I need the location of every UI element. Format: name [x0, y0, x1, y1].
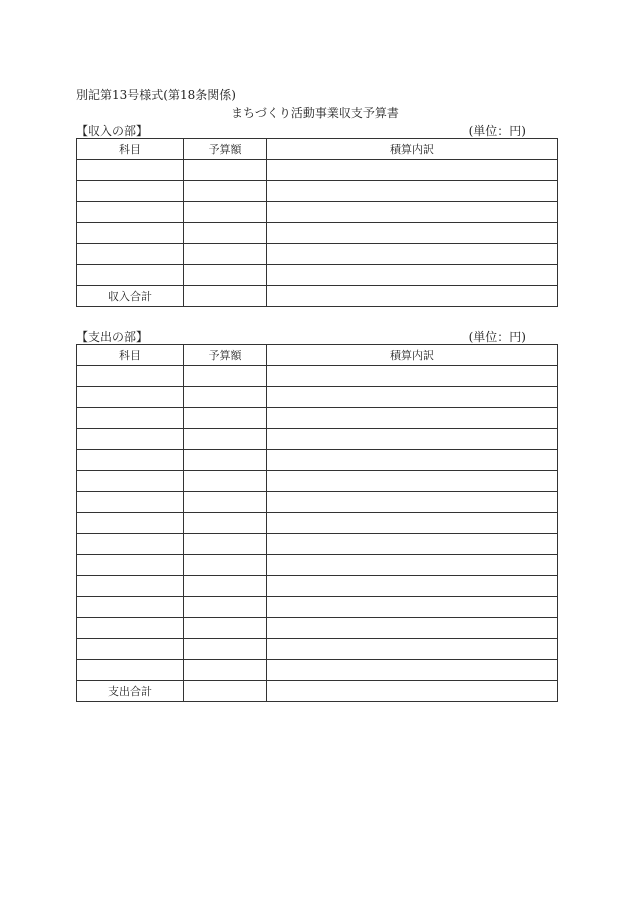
income-total-label: 収入合計 — [77, 286, 184, 307]
subject-cell[interactable] — [77, 639, 184, 660]
expense-table-row — [77, 618, 558, 639]
budget-cell[interactable] — [184, 181, 267, 202]
income-table-row — [77, 265, 558, 286]
expense-table-row — [77, 555, 558, 576]
breakdown-cell[interactable] — [267, 408, 558, 429]
subject-cell[interactable] — [77, 555, 184, 576]
budget-cell[interactable] — [184, 597, 267, 618]
expense-table-row — [77, 366, 558, 387]
subject-cell[interactable] — [77, 223, 184, 244]
budget-cell[interactable] — [184, 202, 267, 223]
subject-cell[interactable] — [77, 244, 184, 265]
budget-cell[interactable] — [184, 471, 267, 492]
breakdown-cell[interactable] — [267, 513, 558, 534]
expense-table-row — [77, 387, 558, 408]
breakdown-cell[interactable] — [267, 160, 558, 181]
expense-total-row — [77, 681, 558, 702]
column-header-budget: 予算額 — [184, 139, 267, 160]
income-section-header — [76, 122, 526, 136]
expense-table-row — [77, 597, 558, 618]
expense-header-row — [77, 345, 558, 366]
budget-cell[interactable] — [184, 660, 267, 681]
breakdown-cell[interactable] — [267, 555, 558, 576]
expense-table-row — [77, 534, 558, 555]
budget-cell[interactable] — [184, 160, 267, 181]
income-rows — [77, 160, 558, 286]
breakdown-cell[interactable] — [267, 639, 558, 660]
budget-cell[interactable] — [184, 408, 267, 429]
subject-cell[interactable] — [77, 660, 184, 681]
subject-cell[interactable] — [77, 534, 184, 555]
expense-table-row — [77, 639, 558, 660]
subject-cell[interactable] — [77, 471, 184, 492]
breakdown-cell[interactable] — [267, 265, 558, 286]
budget-cell[interactable] — [184, 265, 267, 286]
expense-total-amount[interactable] — [184, 681, 267, 702]
income-table-row — [77, 160, 558, 181]
expense-table — [76, 344, 558, 702]
expense-table-row — [77, 408, 558, 429]
expense-table-row — [77, 492, 558, 513]
budget-cell[interactable] — [184, 555, 267, 576]
subject-cell[interactable] — [77, 366, 184, 387]
expense-table-row — [77, 471, 558, 492]
budget-cell[interactable] — [184, 618, 267, 639]
expense-table-row — [77, 429, 558, 450]
budget-cell[interactable] — [184, 450, 267, 471]
column-header-budget: 予算額 — [184, 345, 267, 366]
column-header-subject: 科目 — [77, 139, 184, 160]
expense-total-label: 支出合計 — [77, 681, 184, 702]
expense-table-row — [77, 513, 558, 534]
breakdown-cell[interactable] — [267, 223, 558, 244]
form-number: 別記第13号様式(第18条関係) — [76, 88, 236, 102]
income-unit-label: (単位：円) — [468, 124, 526, 138]
expense-table-row — [77, 576, 558, 597]
expense-table-row — [77, 450, 558, 471]
income-table — [76, 138, 558, 307]
document-title: まちづくり活動事業収支予算書 — [231, 106, 399, 120]
expense-table-row — [77, 660, 558, 681]
income-total-amount[interactable] — [184, 286, 267, 307]
subject-cell[interactable] — [77, 513, 184, 534]
income-table-row — [77, 223, 558, 244]
subject-cell[interactable] — [77, 429, 184, 450]
subject-cell[interactable] — [77, 387, 184, 408]
subject-cell[interactable] — [77, 160, 184, 181]
income-table-row — [77, 202, 558, 223]
expense-total-breakdown[interactable] — [267, 681, 558, 702]
budget-cell[interactable] — [184, 492, 267, 513]
income-total-breakdown[interactable] — [267, 286, 558, 307]
breakdown-cell[interactable] — [267, 492, 558, 513]
breakdown-cell[interactable] — [267, 450, 558, 471]
income-table-row — [77, 181, 558, 202]
income-section-title: 【収入の部】 — [76, 124, 149, 138]
expense-section-title: 【支出の部】 — [76, 330, 149, 344]
budget-cell[interactable] — [184, 639, 267, 660]
income-total-row — [77, 286, 558, 307]
subject-cell[interactable] — [77, 597, 184, 618]
budget-cell[interactable] — [184, 429, 267, 450]
column-header-breakdown: 積算内訳 — [267, 345, 558, 366]
breakdown-cell[interactable] — [267, 429, 558, 450]
breakdown-cell[interactable] — [267, 244, 558, 265]
subject-cell[interactable] — [77, 202, 184, 223]
breakdown-cell[interactable] — [267, 618, 558, 639]
breakdown-cell[interactable] — [267, 534, 558, 555]
subject-cell[interactable] — [77, 576, 184, 597]
breakdown-cell[interactable] — [267, 202, 558, 223]
breakdown-cell[interactable] — [267, 387, 558, 408]
breakdown-cell[interactable] — [267, 597, 558, 618]
budget-cell[interactable] — [184, 513, 267, 534]
subject-cell[interactable] — [77, 450, 184, 471]
budget-cell[interactable] — [184, 366, 267, 387]
subject-cell[interactable] — [77, 181, 184, 202]
income-header-row — [77, 139, 558, 160]
column-header-subject: 科目 — [77, 345, 184, 366]
income-table-row — [77, 244, 558, 265]
subject-cell[interactable] — [77, 492, 184, 513]
subject-cell[interactable] — [77, 265, 184, 286]
budget-cell[interactable] — [184, 576, 267, 597]
breakdown-cell[interactable] — [267, 181, 558, 202]
expense-section-header — [76, 328, 526, 342]
subject-cell[interactable] — [77, 618, 184, 639]
breakdown-cell[interactable] — [267, 366, 558, 387]
column-header-breakdown: 積算内訳 — [267, 139, 558, 160]
budget-cell[interactable] — [184, 387, 267, 408]
budget-cell[interactable] — [184, 244, 267, 265]
expense-unit-label: (単位：円) — [468, 330, 526, 344]
expense-rows — [77, 366, 558, 681]
subject-cell[interactable] — [77, 408, 184, 429]
breakdown-cell[interactable] — [267, 660, 558, 681]
budget-cell[interactable] — [184, 223, 267, 244]
breakdown-cell[interactable] — [267, 576, 558, 597]
breakdown-cell[interactable] — [267, 471, 558, 492]
budget-cell[interactable] — [184, 534, 267, 555]
